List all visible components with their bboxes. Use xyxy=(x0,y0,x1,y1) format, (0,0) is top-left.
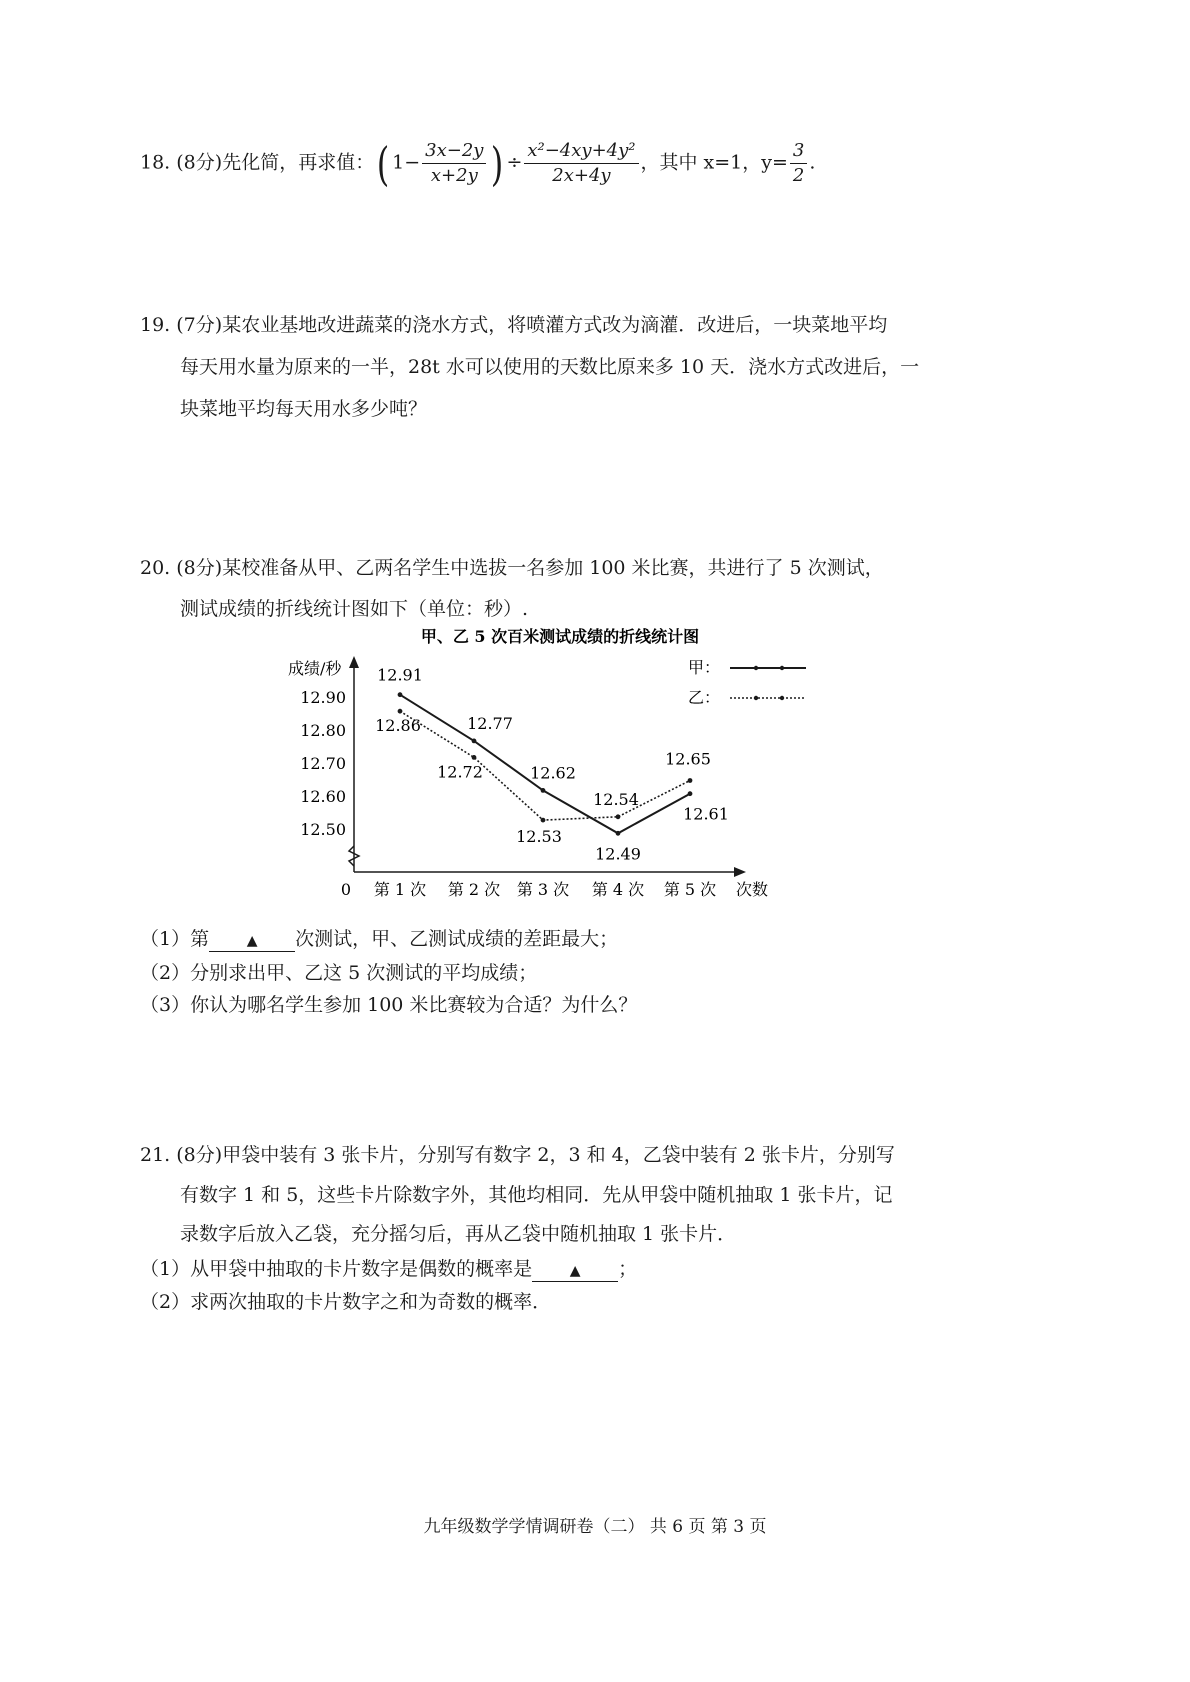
data-point xyxy=(541,788,546,793)
q21-sub1-end: ； xyxy=(618,1258,638,1280)
data-label: 12.49 xyxy=(595,844,641,864)
q19-line-1 xyxy=(140,310,887,337)
q20-sub-3: （3）你认为哪名学生参加 100 米比赛较为合适？为什么？ xyxy=(140,994,638,1016)
legend-label: 甲： xyxy=(688,658,721,677)
q18-y-num: 3 xyxy=(790,140,807,164)
warning-triangle-icon: ▲ xyxy=(569,1263,581,1279)
right-paren: ) xyxy=(491,136,504,191)
answer-blank-q20[interactable] xyxy=(209,930,295,952)
chart-title: 甲、乙 5 次百米测试成绩的折线统计图 xyxy=(420,627,700,646)
q20-sub1-a: （1）第 xyxy=(140,928,210,950)
line-chart xyxy=(0,620,1190,920)
y-tick-label: 12.90 xyxy=(300,688,346,707)
left-paren: ( xyxy=(376,136,390,191)
data-label: 12.91 xyxy=(377,665,423,685)
q19-number: 19. xyxy=(140,314,171,336)
q21-text-1: 甲袋中装有 3 张卡片，分别写有数字 2，3 和 4，乙袋中装有 2 张卡片，分别写 xyxy=(222,1144,895,1166)
legend-point xyxy=(754,696,758,700)
x-axis-label: 次数 xyxy=(735,880,769,899)
data-point xyxy=(472,739,477,744)
y-tick-label: 12.60 xyxy=(300,787,346,806)
data-label: 12.54 xyxy=(593,789,639,809)
answer-blank-q21[interactable] xyxy=(532,1260,618,1282)
q21-line-1 xyxy=(140,1140,895,1167)
q19-line-2: 每天用水量为原来的一半，28t 水可以使用的天数比原来多 10 天．浇水方式改进后，一 xyxy=(180,356,920,378)
q20-sub1-b: 次测试，甲、乙测试成绩的差距最大； xyxy=(295,928,619,950)
q21-sub1-text: （1）从甲袋中抽取的卡片数字是偶数的概率是 xyxy=(140,1258,533,1280)
q20-line-2: 测试成绩的折线统计图如下（单位：秒）. xyxy=(180,598,529,620)
q18-frac2-num: x²−4xy+4y² xyxy=(524,140,638,164)
q18-y-den: 2 xyxy=(792,165,805,186)
q19-score: (7分) xyxy=(176,314,223,336)
data-point xyxy=(616,814,621,819)
data-label: 12.77 xyxy=(467,713,513,733)
q20-number: 20. xyxy=(140,557,171,579)
q18-condition: ，其中 x=1，y= xyxy=(640,151,788,174)
q21-line-2: 有数字 1 和 5，这些卡片除数字外，其他均相同．先从甲袋中随机抽取 1 张卡片，记 xyxy=(180,1184,893,1206)
q18-score: (8分) xyxy=(176,151,223,174)
q20-sub-1 xyxy=(140,924,618,952)
q18-one: 1− xyxy=(392,151,421,174)
legend-point xyxy=(780,666,784,670)
data-label: 12.86 xyxy=(375,716,421,736)
q21-sub-1 xyxy=(140,1254,637,1282)
legend-point xyxy=(754,666,758,670)
q21-sub-2: （2）求两次抽取的卡片数字之和为奇数的概率． xyxy=(140,1291,552,1313)
q18-y-fraction xyxy=(790,140,807,187)
data-point xyxy=(472,755,477,760)
x-tick-label: 第 4 次 xyxy=(591,880,645,899)
y-axis-label: 成绩/秒 xyxy=(288,659,342,678)
q18-frac1-den: x+2y xyxy=(430,165,478,186)
q18 xyxy=(140,136,816,191)
warning-triangle-icon: ▲ xyxy=(246,933,258,949)
q20-line-1 xyxy=(140,553,884,580)
q21-score: (8分) xyxy=(176,1144,223,1166)
q18-fraction-1 xyxy=(422,140,486,187)
data-point xyxy=(398,692,403,697)
y-tick-label: 12.80 xyxy=(300,721,346,740)
data-point xyxy=(541,818,546,823)
x-tick-label: 第 3 次 xyxy=(516,880,570,899)
q20-sub-2: （2）分别求出甲、乙这 5 次测试的平均成绩； xyxy=(140,962,538,984)
origin-label: 0 xyxy=(340,880,352,899)
x-tick-label: 第 1 次 xyxy=(373,880,427,899)
data-label: 12.62 xyxy=(530,763,576,783)
y-tick-label: 12.70 xyxy=(300,754,346,773)
data-point xyxy=(688,778,693,783)
q18-end: . xyxy=(809,151,816,174)
q18-div: ÷ xyxy=(506,151,523,174)
q20-score: (8分) xyxy=(176,557,223,579)
legend-label: 乙： xyxy=(688,688,721,707)
q18-frac2-den: 2x+4y xyxy=(552,165,611,186)
data-point xyxy=(398,709,403,714)
q18-fraction-2 xyxy=(524,140,638,187)
page-footer: 九年级数学学情调研卷（二） 共 6 页 第 3 页 xyxy=(423,1517,767,1537)
legend-point xyxy=(780,696,784,700)
data-label: 12.72 xyxy=(437,762,483,782)
q20-text-1: 某校准备从甲、乙两名学生中选拔一名参加 100 米比赛，共进行了 5 次测试， xyxy=(222,557,884,579)
data-label: 12.65 xyxy=(665,749,711,769)
q19-line-3: 块菜地平均每天用水多少吨？ xyxy=(180,398,428,420)
y-axis-arrow xyxy=(349,656,359,668)
x-axis-arrow xyxy=(734,867,746,877)
data-point xyxy=(616,831,621,836)
q21-number: 21. xyxy=(140,1144,171,1166)
q18-frac1-num: 3x−2y xyxy=(422,140,486,164)
data-point xyxy=(688,791,693,796)
y-tick-label: 12.50 xyxy=(300,820,346,839)
q21-line-3: 录数字后放入乙袋，充分摇匀后，再从乙袋中随机抽取 1 张卡片． xyxy=(180,1223,737,1245)
data-label: 12.53 xyxy=(516,827,562,847)
q18-text: 先化简，再求值： xyxy=(222,151,375,174)
q18-number: 18. xyxy=(140,151,171,174)
x-tick-label: 第 5 次 xyxy=(663,880,717,899)
q19-text-1: 某农业基地改进蔬菜的浇水方式，将喷灌方式改为滴灌．改进后，一块菜地平均 xyxy=(222,314,888,336)
data-label: 12.61 xyxy=(683,804,729,824)
x-tick-label: 第 2 次 xyxy=(447,880,501,899)
